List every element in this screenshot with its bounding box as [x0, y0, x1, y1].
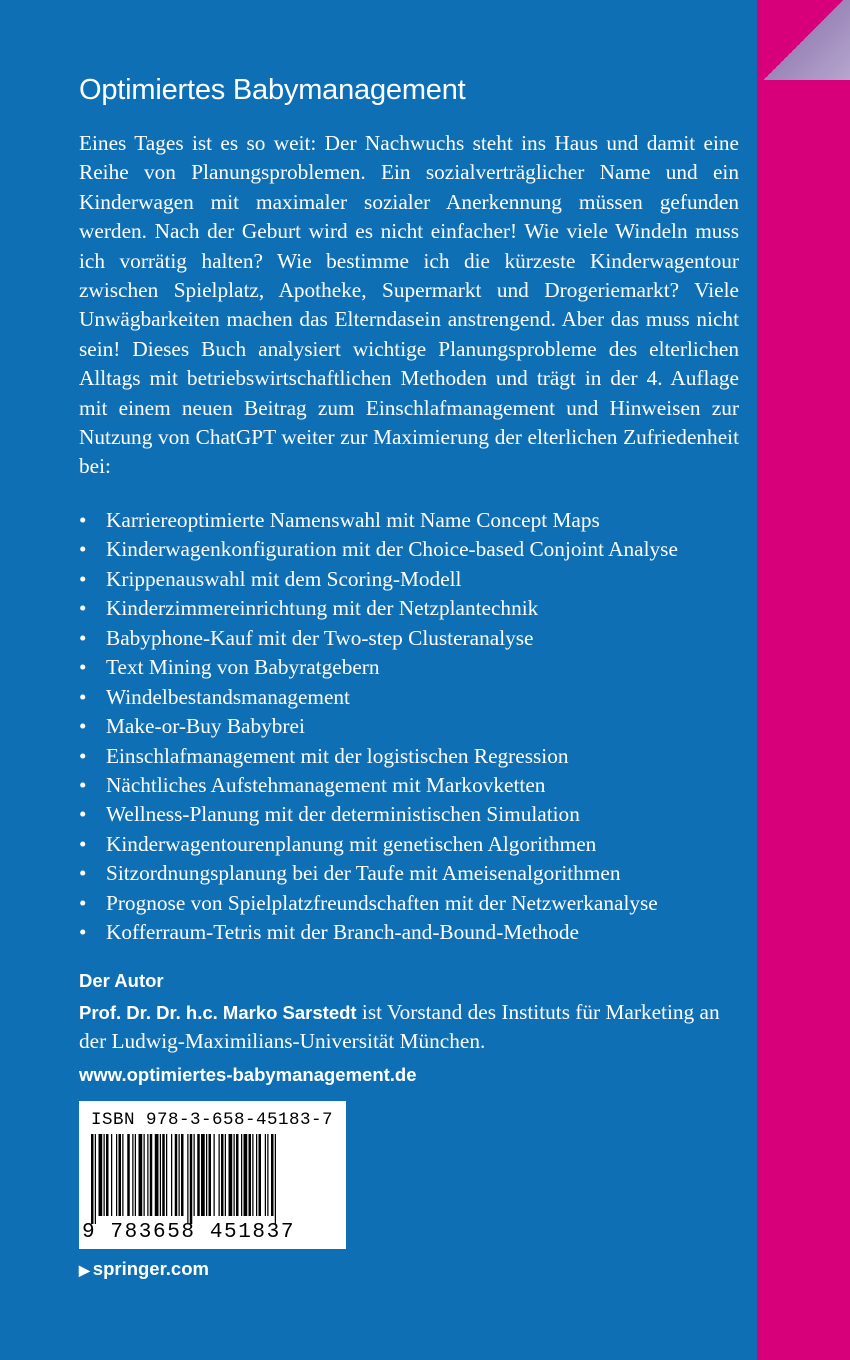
isbn-label: ISBN 978-3-658-45183-7 — [91, 1110, 334, 1130]
barcode-bar — [234, 1134, 235, 1216]
topic-list-item — [79, 918, 739, 947]
bullet-icon: • — [79, 890, 87, 915]
barcode-bar — [119, 1134, 122, 1216]
author-name: Prof. Dr. Dr. h.c. Marko Sarstedt — [79, 1001, 357, 1023]
barcode-bar — [256, 1134, 257, 1216]
topic-list-item — [79, 535, 739, 564]
barcode-bar — [209, 1134, 212, 1216]
topic-list-item-text: Windelbestandsmanagement — [106, 684, 350, 709]
bullet-icon: • — [79, 625, 87, 650]
topic-list-item-text: Wellness-Planung mit der deterministischen Simulation — [106, 802, 580, 827]
barcode-bar — [95, 1134, 96, 1224]
bullet-icon: • — [79, 920, 87, 945]
topic-list-item — [79, 683, 739, 712]
barcode-bar — [144, 1134, 145, 1216]
topic-list-item — [79, 624, 739, 653]
barcode-bar — [104, 1134, 105, 1216]
back-cover-content — [79, 74, 739, 1086]
publisher-url: springer.com — [92, 1258, 209, 1279]
barcode-bar — [265, 1134, 266, 1216]
topic-list-item-text: Kinderzimmereinrichtung mit der Netzplantechnik — [106, 596, 539, 621]
topic-list-item — [79, 594, 739, 623]
barcode-bar — [155, 1134, 159, 1216]
barcode-bar — [190, 1134, 193, 1224]
topic-list-item — [79, 859, 739, 888]
topic-list-item-text: Einschlafmanagement mit der logistischen Regression — [106, 743, 569, 768]
magenta-side-strip — [757, 0, 850, 1360]
barcode-bar — [181, 1134, 184, 1216]
isbn-barcode — [79, 1101, 346, 1249]
barcode-bar — [171, 1134, 172, 1216]
barcode-bar — [135, 1134, 136, 1216]
topic-list-item-text: Make-or-Buy Babybrei — [106, 714, 305, 739]
barcode-bar — [219, 1134, 220, 1216]
description-text: Eines Tages ist es so weit: Der Nachwuchs steht ins Haus und damit eine Reihe von Planungsproblemen. Ein sozialverträglicher Name und ein Kinderwagen mit maximaler sozialer Anerkennung müssen gefunden werden. Nach der Geburt wird es nicht einfacher! Wie viele Windeln muss ich vorrätig halten? Wie bestimme ich die kürzeste Kinderwagentour zwischen Spielplatz, Apotheke, Supermarkt und Drogeriemarkt? Viele Unwägbarkeiten machen das Elterndasein anstrengend. Aber das muss nicht sein! Dieses Buch analysiert wichtige Planungsprobleme des elterlichen Alltags mit betriebswirtschaftlichen Methoden und trägt in der 4. Auflage mit einem neuen Beitrag zum Einschlafmanagement und Hinweisen zur Nutzung von ChatGPT weiter zur Maximierung der elterlichen Zufriedenheit bei: — [79, 131, 739, 479]
bullet-icon: • — [79, 802, 87, 827]
topic-list-item — [79, 565, 739, 594]
barcode-bar — [127, 1134, 130, 1216]
barcode-bar — [162, 1134, 165, 1216]
topic-list-item-text: Prognose von Spielplatzfreundschaften mit der Netzwerkanalyse — [106, 890, 658, 915]
bullet-icon: • — [79, 537, 87, 562]
barcode-bars — [91, 1134, 335, 1224]
author-bio — [79, 998, 739, 1057]
barcode-bar — [160, 1134, 161, 1216]
topic-list — [79, 506, 739, 948]
topic-list-item-text: Babyphone-Kauf mit der Two-step Clusteranalyse — [106, 625, 534, 650]
bullet-icon: • — [79, 714, 87, 739]
topic-list-item-text: Kofferraum-Tetris mit der Branch-and-Bound-Methode — [106, 920, 580, 945]
barcode-bar — [179, 1134, 180, 1216]
arrow-right-icon: ▶ — [79, 1262, 90, 1278]
topic-list-item-text: Kinderwagenkonfiguration mit der Choice-based Conjoint Analyse — [106, 537, 678, 562]
barcode-bar — [132, 1134, 133, 1216]
topic-list-item — [79, 771, 739, 800]
topic-list-item — [79, 712, 739, 741]
author-heading: Der Autor — [79, 969, 164, 991]
barcode-bar — [271, 1134, 274, 1216]
barcode-bar — [221, 1134, 224, 1216]
barcode-bar — [241, 1134, 242, 1216]
barcode-bar — [236, 1134, 239, 1216]
topic-list-item — [79, 889, 739, 918]
bullet-icon: • — [79, 743, 87, 768]
publisher-link[interactable] — [79, 1258, 209, 1280]
corner-fold-decoration — [757, 0, 850, 80]
author-description: ist Vorstand des Instituts für Marketing an der Ludwig-Maximilians-Universität München. — [79, 999, 720, 1054]
barcode-bar — [122, 1134, 123, 1216]
bullet-icon: • — [79, 684, 87, 709]
barcode-bar — [252, 1134, 253, 1216]
barcode-bar — [111, 1134, 112, 1216]
barcode-bar — [197, 1134, 200, 1216]
bullet-icon: • — [79, 507, 87, 532]
topic-list-item — [79, 800, 739, 829]
topic-list-item-text: Nächtliches Aufstehmanagement mit Markovketten — [106, 772, 546, 797]
topic-list-item — [79, 653, 739, 682]
bullet-icon: • — [79, 861, 87, 886]
barcode-bar — [244, 1134, 248, 1216]
barcode-digits: 9 783658 451837 — [82, 1221, 296, 1244]
topic-list-item-text: Karriereoptimierte Namenswahl mit Name Concept Maps — [106, 507, 600, 532]
barcode-bar — [225, 1134, 226, 1216]
topic-list-item-text: Kinderwagentourenplanung mit genetischen Algorithmen — [106, 831, 597, 856]
barcode-bar — [267, 1134, 268, 1216]
website-link[interactable]: www.optimiertes-babymanagement.de — [79, 1064, 417, 1086]
bullet-icon: • — [79, 772, 87, 797]
barcode-bar — [275, 1134, 276, 1224]
topic-list-item-text: Text Mining von Babyratgebern — [106, 655, 380, 680]
barcode-bar — [91, 1134, 94, 1224]
bullet-icon: • — [79, 566, 87, 591]
barcode-bar — [116, 1134, 117, 1216]
barcode-bar — [259, 1134, 262, 1216]
barcode-bar — [214, 1134, 215, 1216]
topic-list-item-text: Sitzordnungsplanung bei der Taufe mit Ameisenalgorithmen — [106, 861, 621, 886]
bullet-icon: • — [79, 655, 87, 680]
barcode-bar — [99, 1134, 103, 1216]
barcode-bar — [229, 1134, 233, 1216]
barcode-bar — [206, 1134, 207, 1216]
topic-list-item — [79, 742, 739, 771]
barcode-bar — [187, 1134, 188, 1224]
bullet-icon: • — [79, 596, 87, 621]
book-title: Optimiertes Babymanagement — [79, 74, 466, 106]
topic-list-item-text: Krippenauswahl mit dem Scoring-Modell — [106, 566, 462, 591]
barcode-bar — [194, 1134, 195, 1216]
barcode-bar — [175, 1134, 178, 1216]
topic-list-item — [79, 506, 739, 535]
topic-list-item — [79, 830, 739, 859]
barcode-bar — [249, 1134, 252, 1216]
barcode-bar — [139, 1134, 143, 1216]
barcode-bar — [150, 1134, 153, 1216]
barcode-bar — [201, 1134, 205, 1216]
barcode-bar — [147, 1134, 148, 1216]
barcode-bar — [166, 1134, 167, 1216]
bullet-icon: • — [79, 831, 87, 856]
barcode-bar — [106, 1134, 109, 1216]
